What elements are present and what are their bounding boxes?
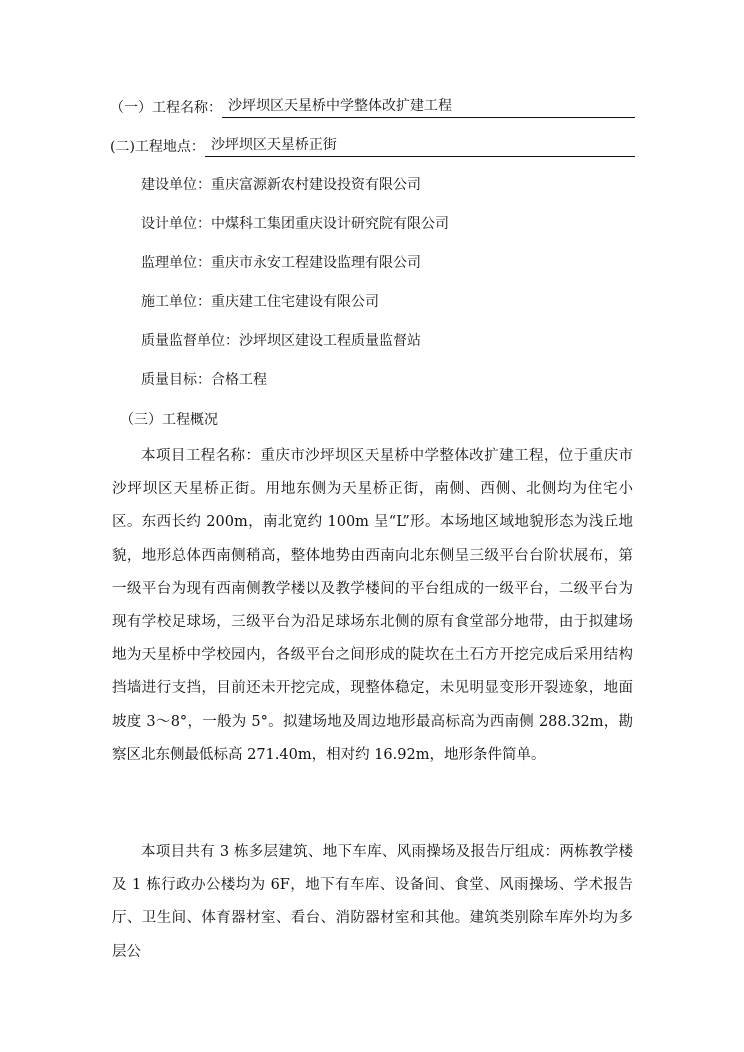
project-location-value: 沙坪坝区天星桥正街 — [205, 135, 635, 157]
supervision-unit-row — [141, 253, 744, 273]
quality-supervision-row — [141, 331, 744, 351]
quality-target-label: 质量目标： — [141, 372, 211, 388]
overview-paragraph-1: 本项目工程名称：重庆市沙坪坝区天星桥中学整体改扩建工程，位于重庆市沙坪坝区天星桥正街。用地东侧为天星桥正街，南侧、西侧、北侧均为住宅小区。东西长约 200m，南北宽约 100m 呈“L”形。本场地区域地貌形态为浅丘地貌，地形总体西南侧稍高，整体地势由西南向北东侧呈三级平台台阶状展布，第一级平台为现有西南侧教学楼以及教学楼间的平台组成的一级平台，二级平台为现有学校足球场，三级平台为沿足球场东北侧的原有食堂部分地带，由于拟建场地为天星桥中学校园内，各级平台之间形成的陡坎在土石方开挖完成后采用结构挡墙进行支挡，目前还未开挖完成，现整体稳定，未见明显变形开裂迹象，地面坡度 3～8°，一般为 5°。拟建场地及周边地形最高标高为西南侧 288.32m，勘察区北东侧最低标高 271.40m，相对约 16.92m，地形条件简单。 — [112, 448, 633, 763]
builder-unit-row — [141, 292, 744, 312]
project-location-label: (二)工程地点： — [110, 139, 205, 155]
quality-supervision-label: 质量监督单位： — [141, 333, 239, 349]
supervision-unit-value: 重庆市永安工程建设监理有限公司 — [211, 255, 421, 271]
construction-unit-value: 重庆富源新农村建设投资有限公司 — [211, 177, 421, 193]
project-name-label: （一）工程名称： — [110, 100, 222, 116]
design-unit-label: 设计单位： — [141, 216, 211, 232]
overview-paragraph-2: 本项目共有 3 栋多层建筑、地下车库、风雨操场及报告厅组成：两栋教学楼及 1 栋行政办公楼均为 6F，地下有车库、设备间、食堂、风雨操场、学术报告厅、卫生间、体育器材室、看台、消防器材室和其他。建筑类别除车库外均为多层公 — [112, 844, 633, 960]
design-unit-value: 中煤科工集团重庆设计研究院有限公司 — [211, 216, 449, 232]
construction-unit-label: 建设单位： — [141, 177, 211, 193]
overview-heading: （三）工程概况 — [120, 412, 218, 428]
supervision-unit-label: 监理单位： — [141, 255, 211, 271]
construction-unit-row — [141, 175, 744, 195]
builder-unit-label: 施工单位： — [141, 294, 211, 310]
quality-target-row — [141, 370, 744, 390]
quality-target-value: 合格工程 — [211, 372, 267, 388]
builder-unit-value: 重庆建工住宅建设有限公司 — [211, 294, 379, 310]
project-name-value: 沙坪坝区天星桥中学整体改扩建工程 — [222, 96, 635, 118]
project-name-row — [110, 96, 635, 118]
quality-supervision-value: 沙坪坝区建设工程质量监督站 — [239, 333, 421, 349]
design-unit-row — [141, 214, 744, 234]
project-location-row — [110, 135, 635, 157]
